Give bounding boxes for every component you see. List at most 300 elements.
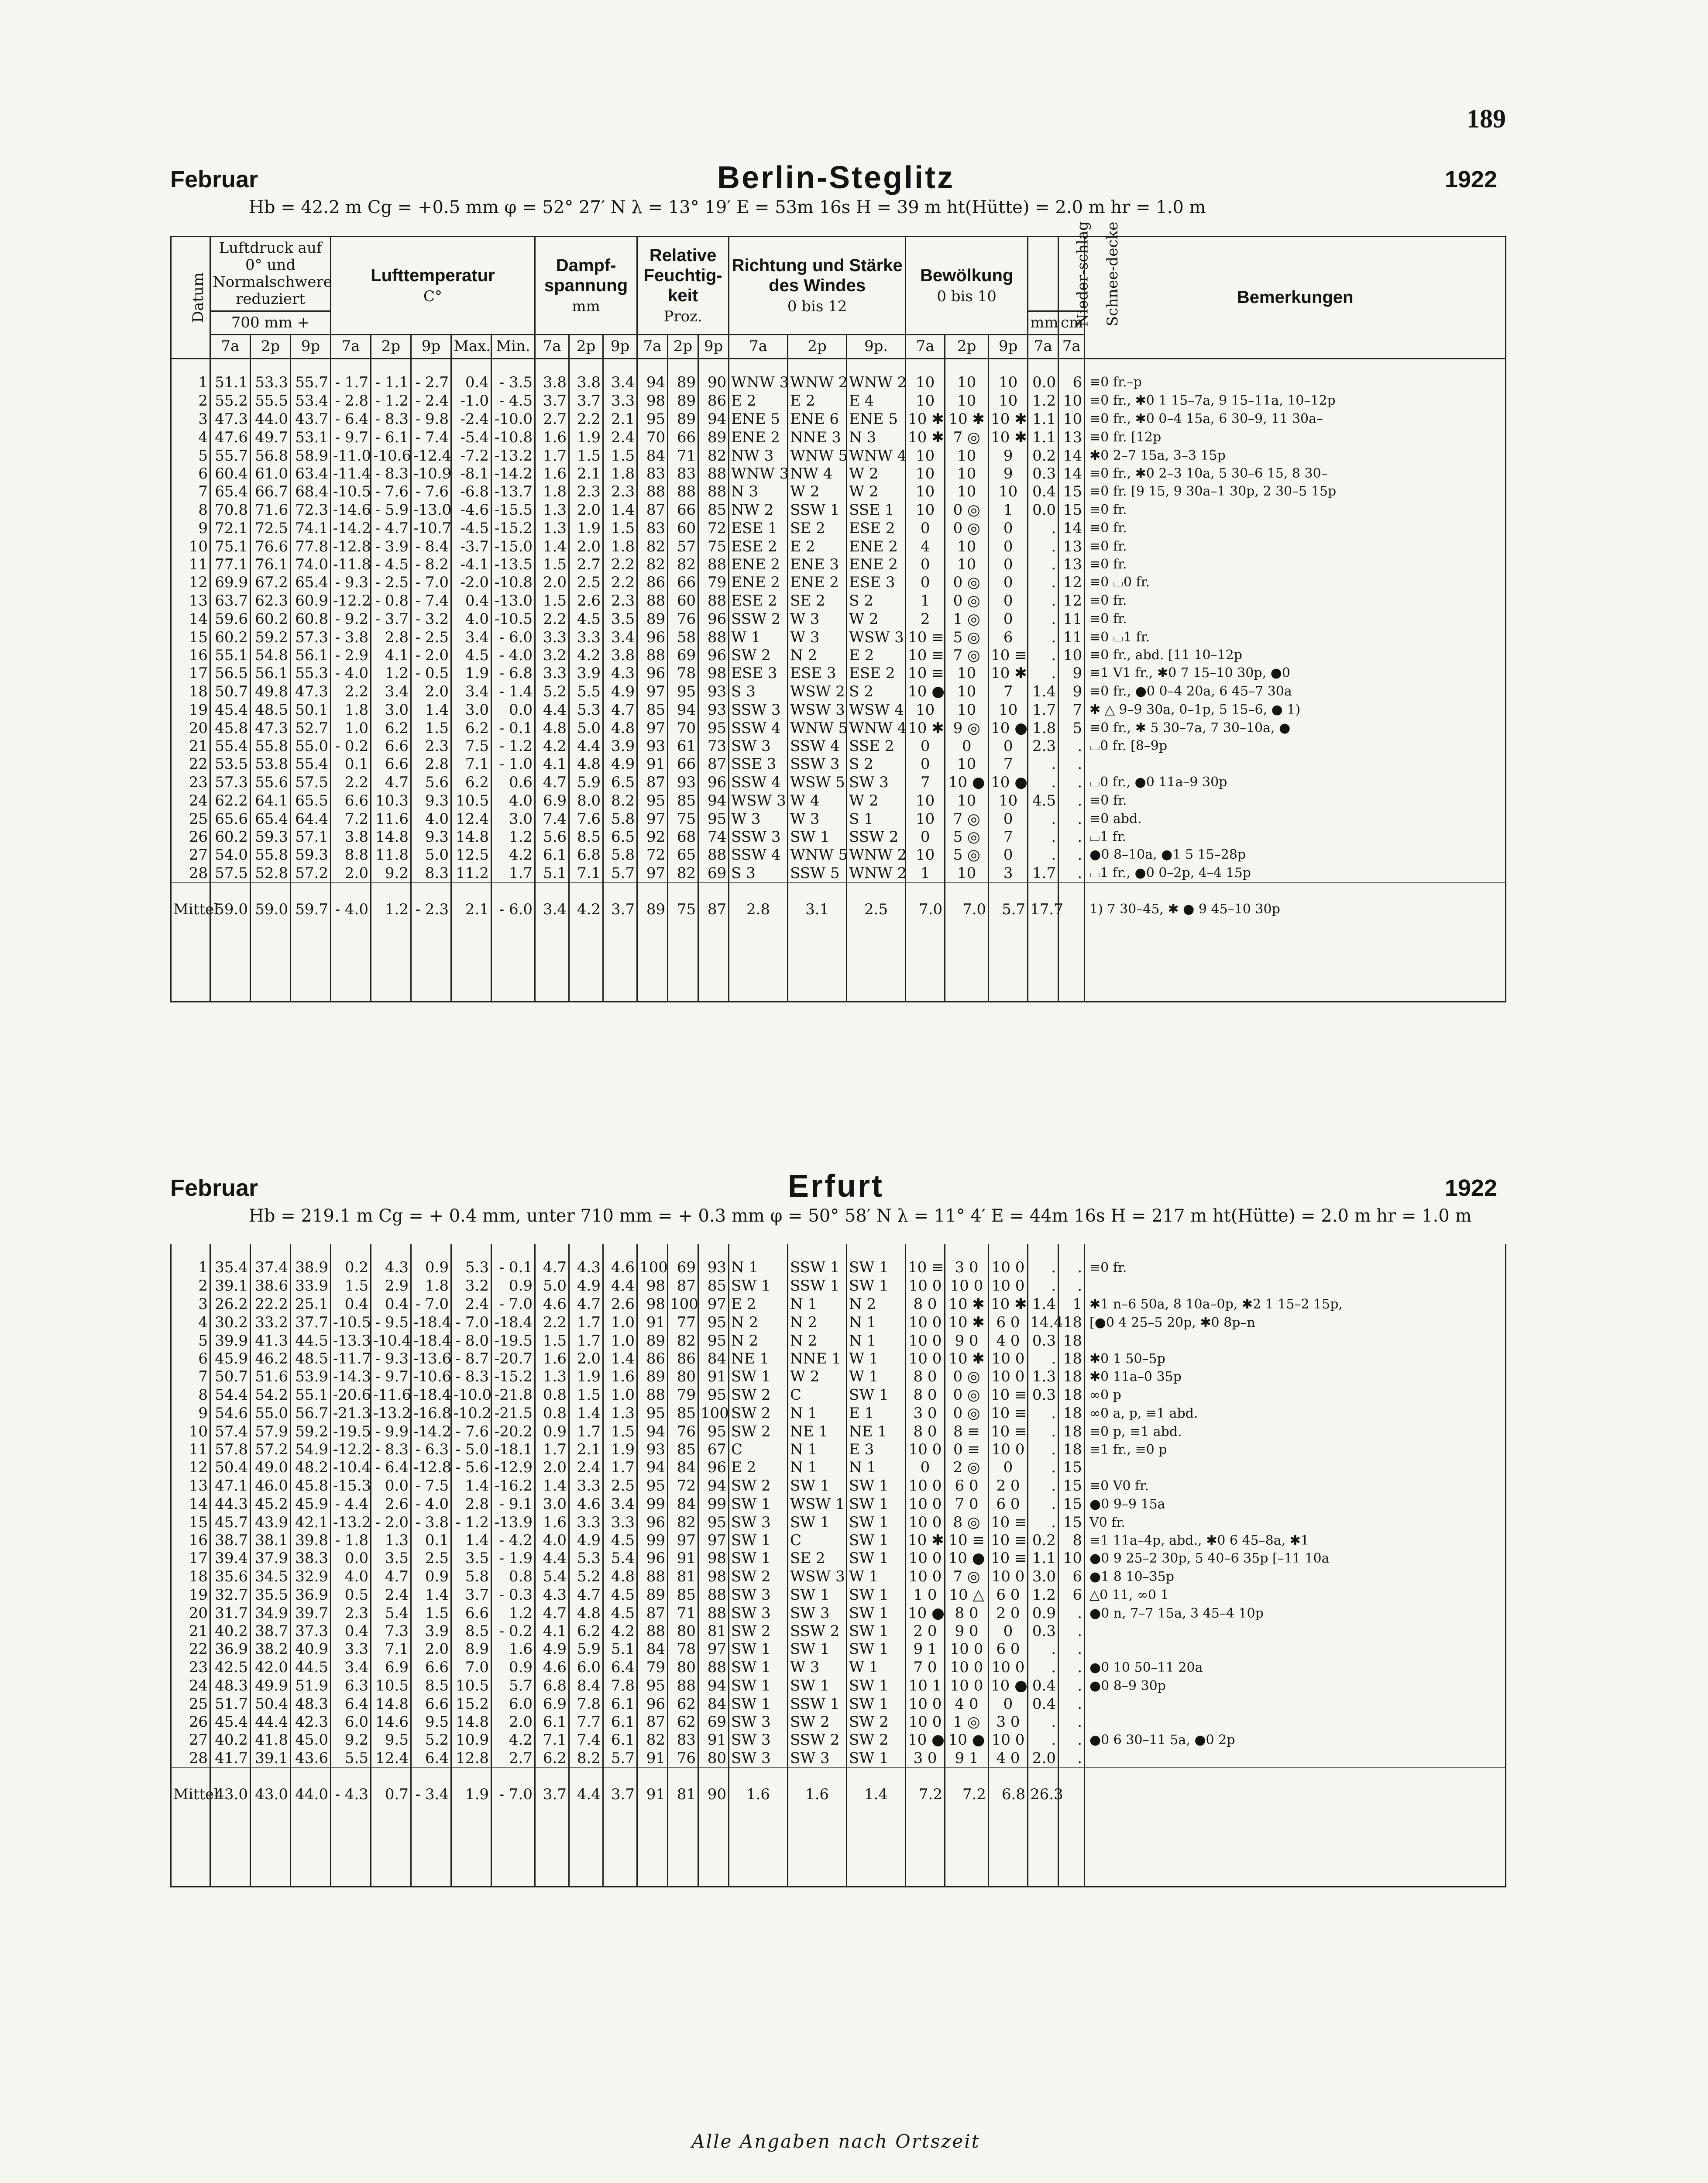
table-row [171,864,1506,883]
table-cell: N 3 [847,428,906,447]
table-cell: 1.3 [1028,1367,1058,1386]
table-cell: 1.4 [1028,682,1058,701]
table-cell: 10 ✱ [989,410,1028,428]
table-cell: 0.1 [411,1532,451,1549]
mean-cell: 2.5 [847,883,906,936]
table-cell: 4.5 [451,647,491,664]
table-cell: 97 [668,1532,698,1549]
mean-cell: - 4.3 [331,1768,371,1821]
table-cell: -4.5 [451,519,491,537]
table-cell: E 2 [729,392,788,410]
table-cell: 88 [637,482,668,501]
table-cell: 5.0 [411,846,451,864]
table-cell: ≡0 fr. [12p [1085,428,1506,447]
table-cell: 3 [171,1295,210,1313]
table-cell: 31.7 [210,1604,251,1622]
table-row [171,1277,1506,1295]
table-cell: 88 [698,592,729,610]
table-cell: -18.4 [411,1313,451,1332]
table-cell: 2.4 [371,1586,411,1604]
table-cell: -10.4 [371,1332,411,1350]
table-cell: 86 [698,392,729,410]
table-cell: 62.2 [210,792,251,810]
table-cell: 100 [698,1404,729,1422]
table-cell: 2.2 [331,682,371,701]
table-cell: . [1058,1658,1085,1677]
table-cell: 50.7 [210,1367,251,1386]
table-cell: 1.4 [1028,1295,1058,1313]
table-cell: 83 [668,1731,698,1749]
table-cell: - 0.2 [491,1622,535,1640]
table-cell: -14.2 [491,465,535,482]
table-cell: 76 [668,1422,698,1441]
table-cell: 4.0 [331,1567,371,1586]
table-cell: - 3.5 [491,358,535,392]
table-cell: SSW 1 [788,1244,847,1277]
table-cell: 95 [637,1677,668,1695]
table-cell: 10 [989,358,1028,392]
table-cell: W 1 [847,1658,906,1677]
table-cell: ⌴0 fr., ●0 11a–9 30p [1085,773,1506,792]
table-cell: 6.0 [331,1713,371,1731]
table-cell: 92 [637,828,668,846]
table-cell: 2.5 [569,573,603,592]
table-cell [1085,1332,1506,1350]
table-cell: 4 0 [989,1749,1028,1768]
obs-head: 7a [729,335,788,358]
col-datum: Datum [171,237,210,359]
spacer-cell [847,936,906,1002]
table-cell: 2.2 [603,556,637,573]
table-cell: 18 [1058,1367,1085,1386]
station-parameters: Hb = 219.1 m Cg = + 0.4 mm, unter 710 mm = + 0.3 mm φ = 50° 58′ N λ = 11° 4′ E = 44m 16s H = 217 m ht(Hütte) = 2.0 m hr = 1.0 m [249,1206,1472,1226]
table-cell: -21.8 [491,1386,535,1404]
table-cell: 97 [698,1532,729,1549]
table-cell: 4.4 [569,737,603,755]
table-cell: - 3.8 [331,628,371,647]
table-cell: 57.3 [210,773,251,792]
table-cell: 59.6 [210,610,251,628]
table-cell: - 3.9 [371,537,411,556]
table-cell: . [1028,1513,1058,1532]
obs-head: 2p [569,335,603,358]
table-cell: 6.8 [569,846,603,864]
table-cell: 10 ≡ [906,628,945,647]
mean-cell: 3.7 [603,1768,637,1821]
table-cell: 10 ● [989,1677,1028,1695]
table-cell: 7.4 [535,810,569,828]
table-cell: E 2 [788,537,847,556]
table-cell: 95 [698,1313,729,1332]
table-cell: 1.2 [491,828,535,846]
table-cell: 98 [698,664,729,682]
table-cell: 39.4 [210,1549,251,1567]
col-wind: Richtung und Stärke des Windes 0 bis 12 [729,237,906,335]
table-cell: 94 [698,410,729,428]
table-cell: 2.4 [569,1458,603,1477]
table-cell: -21.5 [491,1404,535,1422]
table-cell: 5 [171,447,210,465]
table-cell: 10 [945,755,989,773]
table-cell: 2.6 [569,592,603,610]
table-cell: 35.4 [210,1244,251,1277]
table-cell: 1.5 [411,1604,451,1622]
table-cell: 96 [698,610,729,628]
table-cell: WSW 2 [788,682,847,701]
table-cell: 81 [668,1567,698,1586]
table-cell: - 3.2 [411,610,451,628]
table-cell: 3.2 [535,647,569,664]
table-cell: 10 [945,864,989,883]
table-cell: . [1028,1422,1058,1441]
table-cell: 3.3 [569,628,603,647]
table-cell: 4 0 [989,1332,1028,1350]
table-cell: 91 [668,1549,698,1567]
table-cell: 45.4 [210,1713,251,1731]
table-cell: -13.2 [331,1513,371,1532]
table-cell: 88 [698,482,729,501]
table-cell: 0.9 [1028,1604,1058,1622]
table-cell: 53.9 [291,1367,331,1386]
table-row [171,592,1506,610]
table-cell: ≡0 fr. [1085,556,1506,573]
table-cell: ⌴1 fr. [1085,828,1506,846]
table-cell: -13.9 [491,1513,535,1532]
table-cell: 2.0 [569,537,603,556]
table-cell: N 2 [788,1332,847,1350]
table-cell: 57.8 [210,1441,251,1458]
table-cell: SW 2 [847,1731,906,1749]
table-cell: SE 2 [788,1549,847,1567]
table-cell: 10 ≡ [989,1513,1028,1532]
table-cell: 8 0 [945,1604,989,1622]
table-cell: - 5.0 [451,1441,491,1458]
table-cell: 6.1 [603,1695,637,1713]
table-cell: 42.1 [291,1513,331,1532]
table-cell: 10 [906,810,945,828]
table-cell: N 1 [847,1313,906,1332]
table-cell [1085,1695,1506,1713]
table-cell: 10 ≡ [906,647,945,664]
table-cell: 53.1 [291,428,331,447]
table-cell: 5.7 [491,1677,535,1695]
table-cell: 37.3 [291,1622,331,1640]
table-cell: 60.9 [291,592,331,610]
table-row [171,1313,1506,1332]
table-row [171,1350,1506,1367]
table-cell: 88 [698,1604,729,1622]
table-cell: 97 [637,864,668,883]
table-cell: 15 [1058,501,1085,519]
table-cell: 5.4 [603,1549,637,1567]
table-cell: 33.9 [291,1277,331,1295]
table-cell: 52.8 [251,864,291,883]
table-cell: ≡0 fr. [9 15, 9 30a–1 30p, 2 30–5 15p [1085,482,1506,501]
table-cell: SW 2 [847,1713,906,1731]
table-cell: 0.4 [451,592,491,610]
table-cell: 10 [945,358,989,392]
table-cell: 9 0 [945,1332,989,1350]
table-cell: 10 0 [989,1658,1028,1677]
table-cell: 2 ◎ [945,1458,989,1477]
table-cell: 0 [989,573,1028,592]
table-cell: 1.2 [491,1604,535,1622]
table-cell: 0 ◎ [945,573,989,592]
table-cell: 45.4 [210,701,251,719]
table-cell: - 7.0 [411,573,451,592]
table-cell: 2 [171,392,210,410]
table-cell: 18 [1058,1350,1085,1367]
table-cell: 7 [171,482,210,501]
table-cell: 14 [1058,519,1085,537]
table-cell: 45.8 [210,719,251,737]
table-cell: 25 [171,810,210,828]
table-cell: 23 [171,773,210,792]
table-cell: -10.5 [331,1313,371,1332]
table-cell: 1.0 [331,719,371,737]
table-cell: 16 [171,1532,210,1549]
table-cell: ENE 3 [788,556,847,573]
table-cell: -10.5 [491,610,535,628]
table-cell: ≡0 fr., ✱0 1 15–7a, 9 15–11a, 10–12p [1085,392,1506,410]
table-cell: 10 ✱ [989,1295,1028,1313]
table-cell: 89 [637,1586,668,1604]
table-cell: ≡0 V0 fr. [1085,1477,1506,1495]
table-cell: ENE 5 [729,410,788,428]
table-cell: [●0 4 25–5 20p, ✱0 8p–n [1085,1313,1506,1332]
obs-head: 7a [1028,335,1058,358]
table-cell: V0 fr. [1085,1513,1506,1532]
table-cell: 3.5 [371,1549,411,1567]
table-cell: 84 [637,447,668,465]
table-cell: 6 [171,465,210,482]
table-cell: 74.0 [291,556,331,573]
table-cell: 50.7 [210,682,251,701]
table-cell: 97 [698,1295,729,1313]
table-cell: -10.2 [451,1404,491,1422]
table-cell: SW 1 [788,1477,847,1495]
table-cell: 15 [1058,1495,1085,1513]
table-cell: 8.4 [569,1677,603,1695]
table-cell: 2.3 [603,482,637,501]
table-cell: SW 3 [729,737,788,755]
table-cell: 63.4 [291,465,331,482]
table-cell: 96 [698,1458,729,1477]
table-cell: . [1028,592,1058,610]
table-cell: 0.3 [1028,1622,1058,1640]
table-cell: 27 [171,846,210,864]
table-cell: 8 0 [906,1386,945,1404]
table-cell: 4 [171,1313,210,1332]
table-cell: 15 [1058,1477,1085,1495]
table-cell: - 0.5 [411,664,451,682]
data-table [170,1244,1506,1887]
table-cell: 10 ● [906,1604,945,1622]
table-cell: 33.2 [251,1313,291,1332]
table-cell: 82 [637,1731,668,1749]
table-cell: SSE 3 [729,755,788,773]
table-cell: 6.6 [371,737,411,755]
table-cell: 0.4 [1028,482,1058,501]
table-row [171,573,1506,592]
spacer-cell [729,936,788,1002]
table-cell: - 6.8 [491,664,535,682]
table-cell: 2.5 [603,1477,637,1495]
table-row [171,755,1506,773]
table-cell: ●0 9–9 15a [1085,1495,1506,1513]
spacer-cell [698,1821,729,1887]
table-cell: 95 [698,1386,729,1404]
table-cell: ESE 2 [729,537,788,556]
table-cell: 99 [698,1495,729,1513]
table-cell: 80 [668,1658,698,1677]
table-cell: SE 2 [788,592,847,610]
table-cell: 0.4 [331,1622,371,1640]
table-cell: 71.6 [251,501,291,519]
table-cell: . [1028,664,1058,682]
table-cell: 8.2 [603,792,637,810]
table-row [171,1404,1506,1422]
table-cell: 79 [668,1386,698,1404]
table-cell: 10 ≡ [906,1244,945,1277]
table-cell: 55.0 [291,737,331,755]
table-cell: 5.8 [603,846,637,864]
table-cell: SW 1 [847,1604,906,1622]
table-cell: SW 1 [847,1549,906,1567]
table-cell: 72.1 [210,519,251,537]
table-cell: 89 [668,410,698,428]
table-cell: 44.3 [210,1495,251,1513]
table-cell: SE 2 [788,519,847,537]
table-cell: 5.1 [535,864,569,883]
table-cell: 4.9 [603,682,637,701]
table-cell: 2.1 [603,410,637,428]
table-cell: 88 [637,1622,668,1640]
table-cell: ≡0 fr.–p [1085,358,1506,392]
table-cell: 65.4 [251,810,291,828]
table-cell: 5.9 [569,1640,603,1658]
table-cell: 88 [698,556,729,573]
table-cell: SSW 2 [788,1622,847,1640]
table-cell: W 3 [788,610,847,628]
spacer-cell [945,936,989,1002]
mean-cell: - 4.0 [331,883,371,936]
table-cell: SW 1 [729,1277,788,1295]
table-cell: 42.3 [291,1713,331,1731]
table-cell: 3.0 [1028,1567,1058,1586]
table-cell: W 3 [788,810,847,828]
table-cell: 77.8 [291,537,331,556]
table-cell: SSE 2 [847,737,906,755]
table-cell: 3.7 [569,392,603,410]
table-row [171,501,1506,519]
table-cell: 0 [989,1622,1028,1640]
table-cell: 49.7 [251,428,291,447]
table-cell: 4.8 [603,1567,637,1586]
table-cell: WNW 5 [788,846,847,864]
table-cell: 5.6 [535,828,569,846]
table-cell: 38.7 [210,1532,251,1549]
table-cell: 55.4 [210,737,251,755]
table-cell: - 8.3 [371,465,411,482]
table-cell: 0 ◎ [945,1386,989,1404]
table-cell: - 1.0 [491,755,535,773]
table-cell: 80 [668,1367,698,1386]
table-cell: . [1028,556,1058,573]
table-cell: SW 1 [788,828,847,846]
table-cell: SW 3 [729,1604,788,1622]
table-row [171,737,1506,755]
table-cell: SW 3 [788,1749,847,1768]
table-cell: WNW 5 [788,447,847,465]
table-cell: 53.4 [291,392,331,410]
table-cell: 1.4 [535,537,569,556]
obs-head: 2p [668,335,698,358]
table-row [171,1532,1506,1549]
table-cell: N 1 [847,1458,906,1477]
table-cell: WNW 2 [847,846,906,864]
table-cell: W 2 [847,792,906,810]
table-cell: 6.2 [371,719,411,737]
spacer-cell [668,936,698,1002]
table-cell: 10 ● [945,773,989,792]
table-cell: C [729,1441,788,1458]
table-cell: 89 [637,1332,668,1350]
table-cell: -20.2 [491,1422,535,1441]
table-cell: - 4.5 [491,392,535,410]
table-cell: 20 [171,719,210,737]
table-cell: 42.5 [210,1658,251,1677]
mean-row [171,1768,1506,1821]
obs-head: 2p [788,335,847,358]
table-cell: 4.2 [569,647,603,664]
table-cell: 69 [698,1713,729,1731]
table-cell: 3.0 [491,810,535,828]
table-cell: SW 1 [847,1513,906,1532]
table-cell: 54.8 [251,647,291,664]
table-cell: 94 [637,1422,668,1441]
table-cell: 11.6 [371,810,411,828]
table-cell: 10 ≡ [989,1386,1028,1404]
table-cell: . [1028,573,1058,592]
table-cell: 60.2 [251,610,291,628]
table-cell: SW 1 [729,1549,788,1567]
table-cell: 6.2 [451,773,491,792]
table-cell: - 7.6 [411,482,451,501]
table-cell: ≡0 fr., ✱ 5 30–7a, 7 30–10a, ● [1085,719,1506,737]
table-cell: - 4.4 [331,1495,371,1513]
table-cell: - 9.5 [371,1313,411,1332]
table-cell: 10 [945,556,989,573]
table-cell: - 0.8 [371,592,411,610]
table-cell: 79 [637,1658,668,1677]
table-cell: 2.0 [535,573,569,592]
table-cell: N 1 [729,1244,788,1277]
table-cell: 35.6 [210,1567,251,1586]
table-cell: 7 ◎ [945,428,989,447]
table-cell: 84 [668,1458,698,1477]
mean-cell: 3.7 [535,1768,569,1821]
table-cell: 10 [906,846,945,864]
table-cell: . [1058,1604,1085,1622]
table-cell: 97 [698,1640,729,1658]
table-cell: 6 [989,628,1028,647]
table-cell: W 1 [847,1350,906,1367]
table-cell: ≡0 fr. [1085,1244,1506,1277]
spacer-cell [171,936,210,1002]
table-cell: ENE 2 [729,556,788,573]
table-cell: - 1.7 [331,358,371,392]
